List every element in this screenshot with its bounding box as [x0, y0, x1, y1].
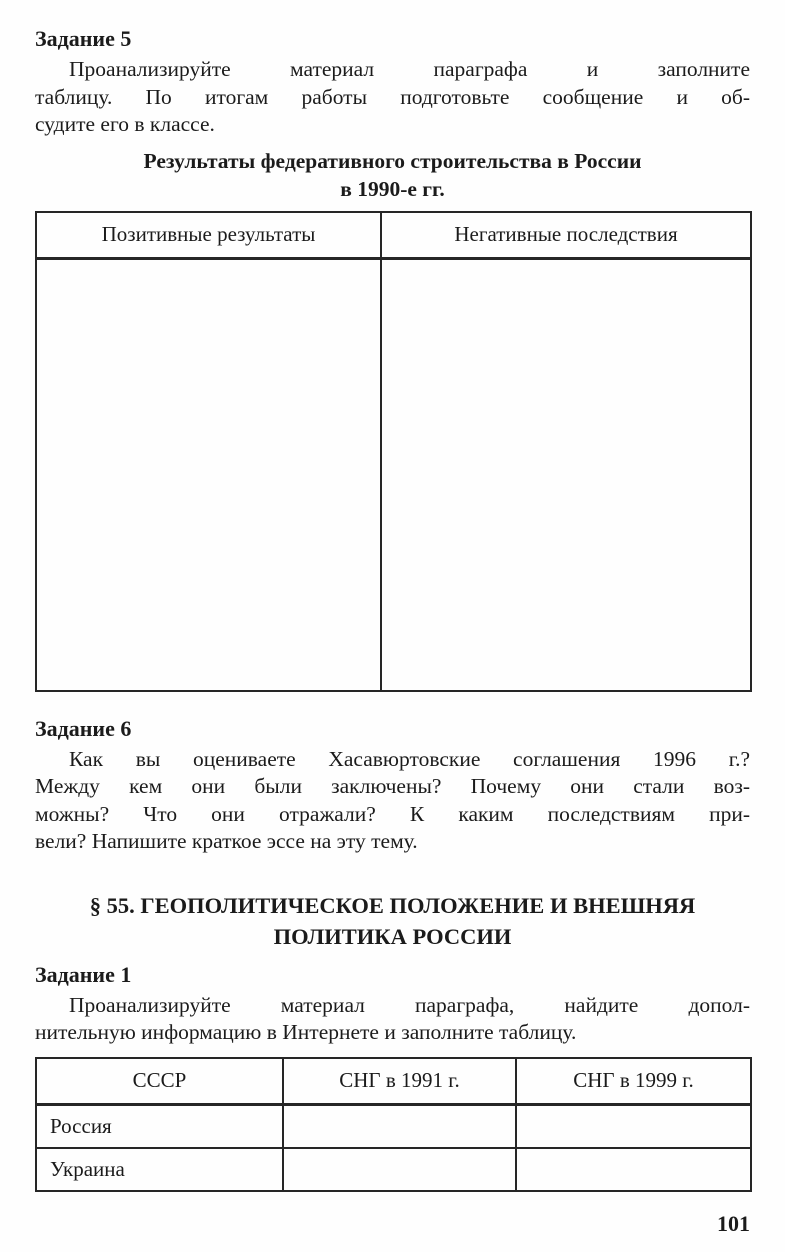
cis-table	[35, 1057, 752, 1192]
task5-body-line: Проанализируйте материал параграфа и заполните	[69, 57, 750, 81]
task5-body	[35, 56, 750, 139]
task1-body-line: Проанализируйте материал параграфа, найдите допол-	[69, 992, 750, 1017]
cis-table-header-row	[36, 1058, 751, 1105]
cis-table-row-russia	[36, 1104, 751, 1148]
results-table-cell-positive	[36, 258, 381, 691]
results-table-header-row	[36, 212, 751, 259]
task5-body-line: судите его в классе.	[35, 112, 215, 136]
cis-table-label-russia: Россия	[36, 1104, 283, 1148]
results-table-header-positive: Позитивные результаты	[36, 212, 381, 259]
page-number: 101	[717, 1210, 750, 1236]
results-table-header-negative: Негативные последствия	[381, 212, 751, 259]
results-table-cell-negative	[381, 258, 751, 691]
task6-body-line: вели? Напишите краткое эссе на эту тему.	[35, 829, 418, 853]
cis-table-cell	[516, 1104, 751, 1148]
section55-heading	[35, 890, 750, 952]
task6-body-line: можны? Что они отражали? К каким последствиям при-	[35, 801, 750, 826]
task5-body-line: таблицу. По итогам работы подготовьте сообщение и об-	[35, 84, 750, 109]
cis-table-label-ukraine: Украина	[36, 1148, 283, 1191]
task6-body-line: Как вы оцениваете Хасавюртовские соглашения 1996 г.?	[69, 746, 750, 771]
section55-heading-line: § 55. ГЕОПОЛИТИЧЕСКОЕ ПОЛОЖЕНИЕ И ВНЕШНЯЯ	[89, 892, 696, 918]
task1-body	[35, 992, 750, 1047]
task1-heading: Задание 1	[35, 961, 132, 987]
cis-table-header-1991: СНГ в 1991 г.	[283, 1058, 516, 1105]
results-table-title	[35, 147, 750, 203]
results-table	[35, 211, 752, 692]
cis-table-cell	[283, 1104, 516, 1148]
cis-table-cell	[516, 1148, 751, 1191]
task6-body-line: Между кем они были заключены? Почему они стали воз-	[35, 774, 750, 798]
task5-heading: Задание 5	[35, 26, 132, 51]
results-table-title-line: Результаты федеративного строительства в России	[143, 148, 642, 173]
task6-heading: Задание 6	[35, 715, 132, 741]
cis-table-header-1999: СНГ в 1999 г.	[516, 1058, 751, 1105]
cis-table-row-ukraine	[36, 1148, 751, 1191]
cis-table-header-ussr: СССР	[36, 1058, 283, 1105]
cis-table-cell	[283, 1148, 516, 1191]
task6-body	[35, 746, 750, 856]
section55-heading-line: ПОЛИТИКА РОССИИ	[273, 923, 512, 949]
task1-body-line: нительную информацию в Интернете и заполните таблицу.	[35, 1020, 577, 1044]
results-table-title-line: в 1990-е гг.	[340, 176, 445, 201]
results-table-empty-row	[36, 258, 751, 691]
